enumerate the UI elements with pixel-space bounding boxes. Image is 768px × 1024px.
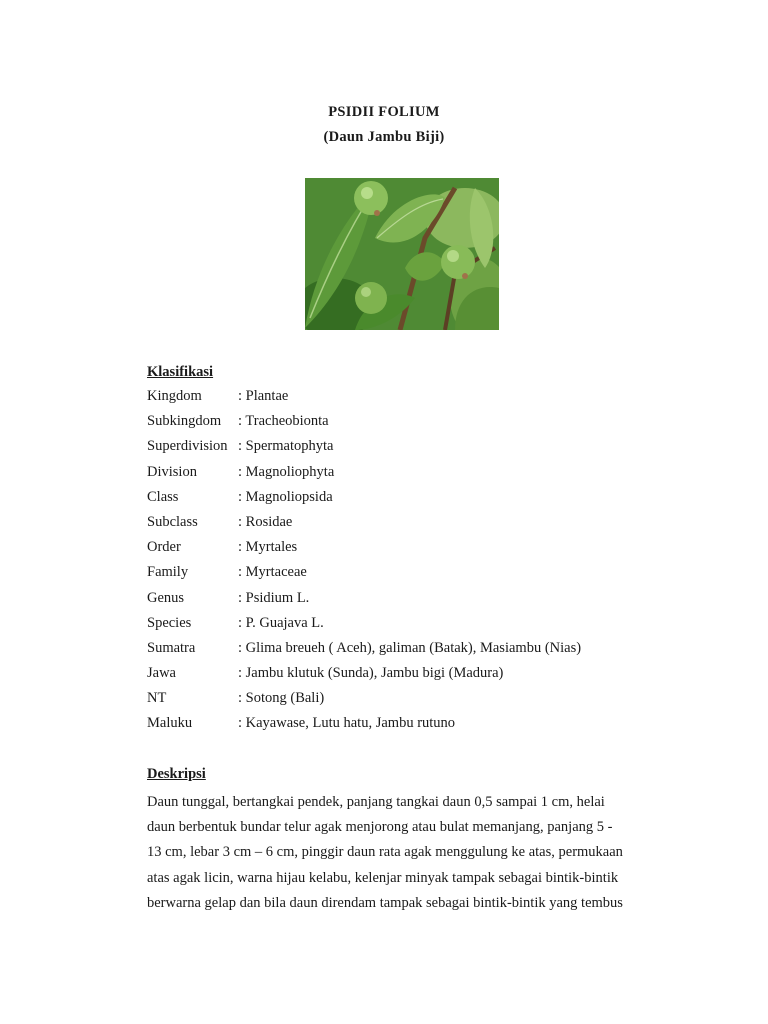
description-heading: Deskripsi bbox=[147, 766, 206, 782]
row-value: : Jambu klutuk (Sunda), Jambu bigi (Madura) bbox=[238, 665, 504, 682]
row-value: : Sotong (Bali) bbox=[238, 690, 325, 707]
row-key: Species bbox=[147, 614, 192, 631]
row-key: Kingdom bbox=[147, 388, 202, 404]
row-key: Jawa bbox=[147, 665, 176, 682]
row-value: : Myrtaceae bbox=[238, 564, 307, 581]
row-value: : Tracheobionta bbox=[238, 413, 329, 430]
document-subtitle: (Daun Jambu Biji) bbox=[323, 129, 445, 145]
row-key: Sumatra bbox=[147, 639, 196, 656]
row-value: : Glima breueh ( Aceh), galiman (Batak), Masiambu (Nias) bbox=[238, 639, 582, 656]
row-key: Class bbox=[147, 488, 179, 505]
row-key: Subclass bbox=[147, 513, 198, 530]
description-paragraph bbox=[147, 790, 659, 916]
row-value: : Plantae bbox=[238, 388, 289, 404]
description-line: daun berbentuk bundar telur agak menjorong atau bulat memanjang, panjang 5 - bbox=[147, 819, 613, 836]
document-title: PSIDII FOLIUM bbox=[328, 104, 440, 120]
row-value: : Rosidae bbox=[238, 513, 293, 530]
description-line: atas agak licin, warna hijau kelabu, kelenjar minyak tampak sebagai bintik-bintik bbox=[147, 869, 619, 886]
row-value: : Psidium L. bbox=[238, 589, 310, 606]
description-line: Daun tunggal, bertangkai pendek, panjang tangkai daun 0,5 sampai 1 cm, helai bbox=[147, 794, 605, 810]
row-value: : P. Guajava L. bbox=[238, 614, 324, 631]
row-key: Subkingdom bbox=[147, 413, 222, 430]
row-key: Order bbox=[147, 539, 181, 556]
row-key: Superdivision bbox=[147, 438, 228, 455]
row-key: NT bbox=[147, 690, 167, 707]
row-value: : Magnoliopsida bbox=[238, 488, 333, 505]
row-value: : Magnoliophyta bbox=[238, 463, 335, 480]
classification-heading: Klasifikasi bbox=[147, 364, 214, 380]
row-value: : Myrtales bbox=[238, 539, 298, 556]
row-key: Genus bbox=[147, 589, 185, 606]
row-key: Maluku bbox=[147, 715, 193, 732]
row-value: : Spermatophyta bbox=[238, 438, 334, 455]
description-line: berwarna gelap dan bila daun direndam tampak sebagai bintik-bintik yang tembus bbox=[147, 894, 623, 911]
guava-leaf-photo bbox=[305, 178, 499, 330]
row-value: : Kayawase, Lutu hatu, Jambu rutuno bbox=[238, 715, 456, 732]
row-key: Family bbox=[147, 564, 189, 581]
description-line: 13 cm, lebar 3 cm – 6 cm, pinggir daun rata agak menggulung ke atas, permukaan bbox=[147, 844, 623, 861]
row-key: Division bbox=[147, 463, 197, 480]
